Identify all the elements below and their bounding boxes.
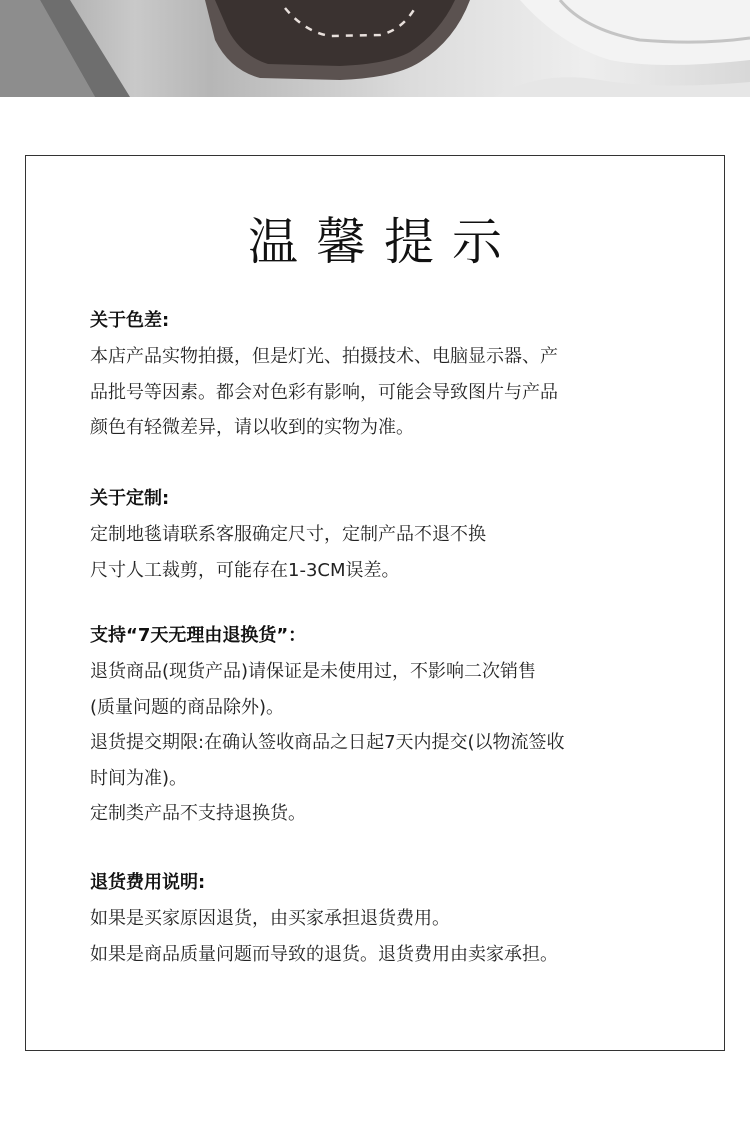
section-color-difference — [90, 303, 670, 446]
section-return-shipping-fee — [90, 865, 670, 972]
section-line: 时间为准)。 — [90, 767, 188, 789]
section-line: 品批号等因素。都会对色彩有影响，可能会导致图片与产品 — [90, 381, 558, 403]
section-line: 本店产品实物拍摄，但是灯光、拍摄技术、电脑显示器、产 — [90, 346, 558, 367]
section-seven-day-return — [90, 618, 670, 832]
section-heading: 退货费用说明: — [90, 872, 206, 893]
section-line: 定制类产品不支持退换货。 — [90, 803, 306, 824]
section-heading: 关于定制: — [90, 488, 170, 509]
section-line: 如果是买家原因退货，由买家承担退货费用。 — [90, 908, 450, 929]
section-line: (质量问题的商品除外)。 — [90, 696, 285, 718]
carpet-mat-illustration — [0, 0, 750, 97]
section-heading: 支持“7天无理由退换货”： — [90, 625, 307, 646]
section-heading: 关于色差: — [90, 310, 170, 331]
section-line: 尺寸人工裁剪，可能存在1-3CM误差。 — [90, 559, 400, 581]
section-line: 退货提交期限:在确认签收商品之日起7天内提交(以物流签收 — [90, 732, 565, 753]
notice-title: 温馨提示 — [248, 213, 520, 271]
section-line: 退货商品(现货产品)请保证是未使用过，不影响二次销售 — [90, 661, 537, 682]
product-photo-strip — [0, 0, 750, 97]
section-customization — [90, 481, 670, 588]
section-line: 如果是商品质量问题而导致的退货。退货费用由卖家承担。 — [90, 943, 558, 965]
section-line: 颜色有轻微差异，请以收到的实物为准。 — [90, 417, 414, 438]
section-line: 定制地毯请联系客服确定尺寸，定制产品不退不换 — [90, 524, 486, 545]
